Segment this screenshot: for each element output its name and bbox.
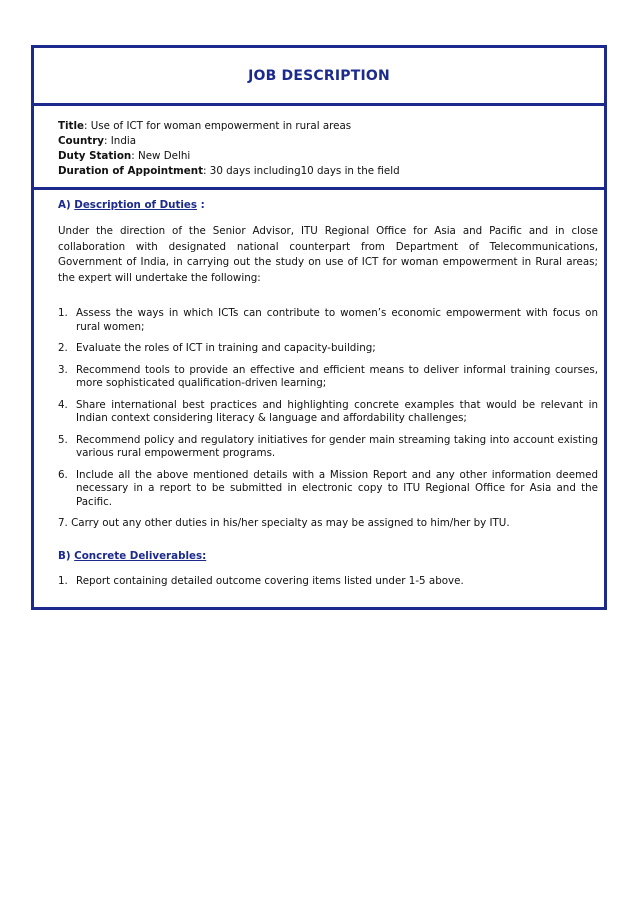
section-a-suffix: :: [197, 199, 205, 211]
list-item-text: Recommend tools to provide an effective and efficient means to deliver informal training courses, more sophisticated qualification-driven learning;: [76, 363, 598, 389]
list-item-number: 3.: [58, 363, 68, 376]
list-item: [58, 342, 598, 356]
section-b-title: Concrete Deliverables:: [74, 549, 207, 562]
meta-station-label: Duty Station: [58, 150, 132, 162]
meta-title-value: : Use of ICT for woman empowerment in rural areas: [84, 120, 352, 132]
deliverable-item: [58, 575, 598, 589]
section-a-intro: Under the direction of the Senior Advisor, ITU Regional Office for Asia and Pacific and in close collaboration with designated national counterpart from Department of Telecommunications, Government of India, in carrying out the study on use of ICT for woman empowerment in Rural areas; the expert will undertake the following:: [58, 225, 598, 284]
list-item-number: 1.: [58, 307, 68, 319]
list-item-number: 2.: [58, 342, 68, 354]
section-a-prefix: A): [58, 199, 71, 211]
meta-block: [58, 119, 400, 179]
meta-country-label: Country: [58, 135, 105, 147]
list-item-text: Recommend policy and regulatory initiatives for gender main streaming taking into account existing various rural empowerment programs.: [76, 433, 598, 459]
meta-country-value: : India: [104, 135, 137, 147]
meta-station-row: [58, 149, 400, 164]
list-item-text: Evaluate the roles of ICT in training and capacity-building;: [76, 342, 376, 354]
document-frame: [31, 45, 607, 610]
meta-title-label: Title: [58, 120, 84, 132]
page-title: JOB DESCRIPTION: [248, 68, 390, 84]
section-a-heading: [58, 199, 598, 211]
list-item: [58, 469, 598, 510]
meta-duration-value: : 30 days including10 days in the field: [203, 165, 400, 177]
list-item: [58, 364, 598, 391]
list-item: [58, 399, 598, 426]
list-item-number: 4.: [58, 398, 68, 411]
section-b-heading: [58, 550, 598, 562]
meta-duration-row: [58, 164, 400, 179]
list-item: [58, 434, 598, 461]
list-item-text: Share international best practices and highlighting concrete examples that would be relevant in Indian context considering literacy & language and affordability challenges;: [76, 398, 598, 424]
content-body: [58, 199, 598, 588]
section-a-title: Description of Duties: [74, 199, 198, 211]
deliverable-text: Report containing detailed outcome covering items listed under 1-5 above.: [76, 574, 464, 587]
section-b-prefix: B): [58, 549, 71, 562]
meta-station-value: : New Delhi: [131, 150, 191, 162]
title-box: [34, 48, 604, 106]
duty-item-7: 7. Carry out any other duties in his/her specialty as may be assigned to him/her by ITU.: [58, 517, 510, 529]
meta-duration-label: Duration of Appointment: [58, 165, 204, 177]
list-item: [58, 307, 598, 334]
list-item-text: Assess the ways in which ICTs can contribute to women’s economic empowerment with focus on rural women;: [76, 307, 598, 333]
meta-country-row: [58, 134, 400, 149]
meta-title-row: [58, 119, 400, 134]
list-item-number: 5.: [58, 433, 68, 446]
duties-list: [58, 307, 598, 509]
list-item-text: Include all the above mentioned details with a Mission Report and any other information deemed necessary in a report to be submitted in electronic copy to ITU Regional Office for Asia and the Pacific.: [76, 468, 598, 508]
meta-box: [34, 103, 604, 190]
list-item-number: 6.: [58, 468, 68, 481]
deliverable-number: 1.: [58, 574, 68, 587]
